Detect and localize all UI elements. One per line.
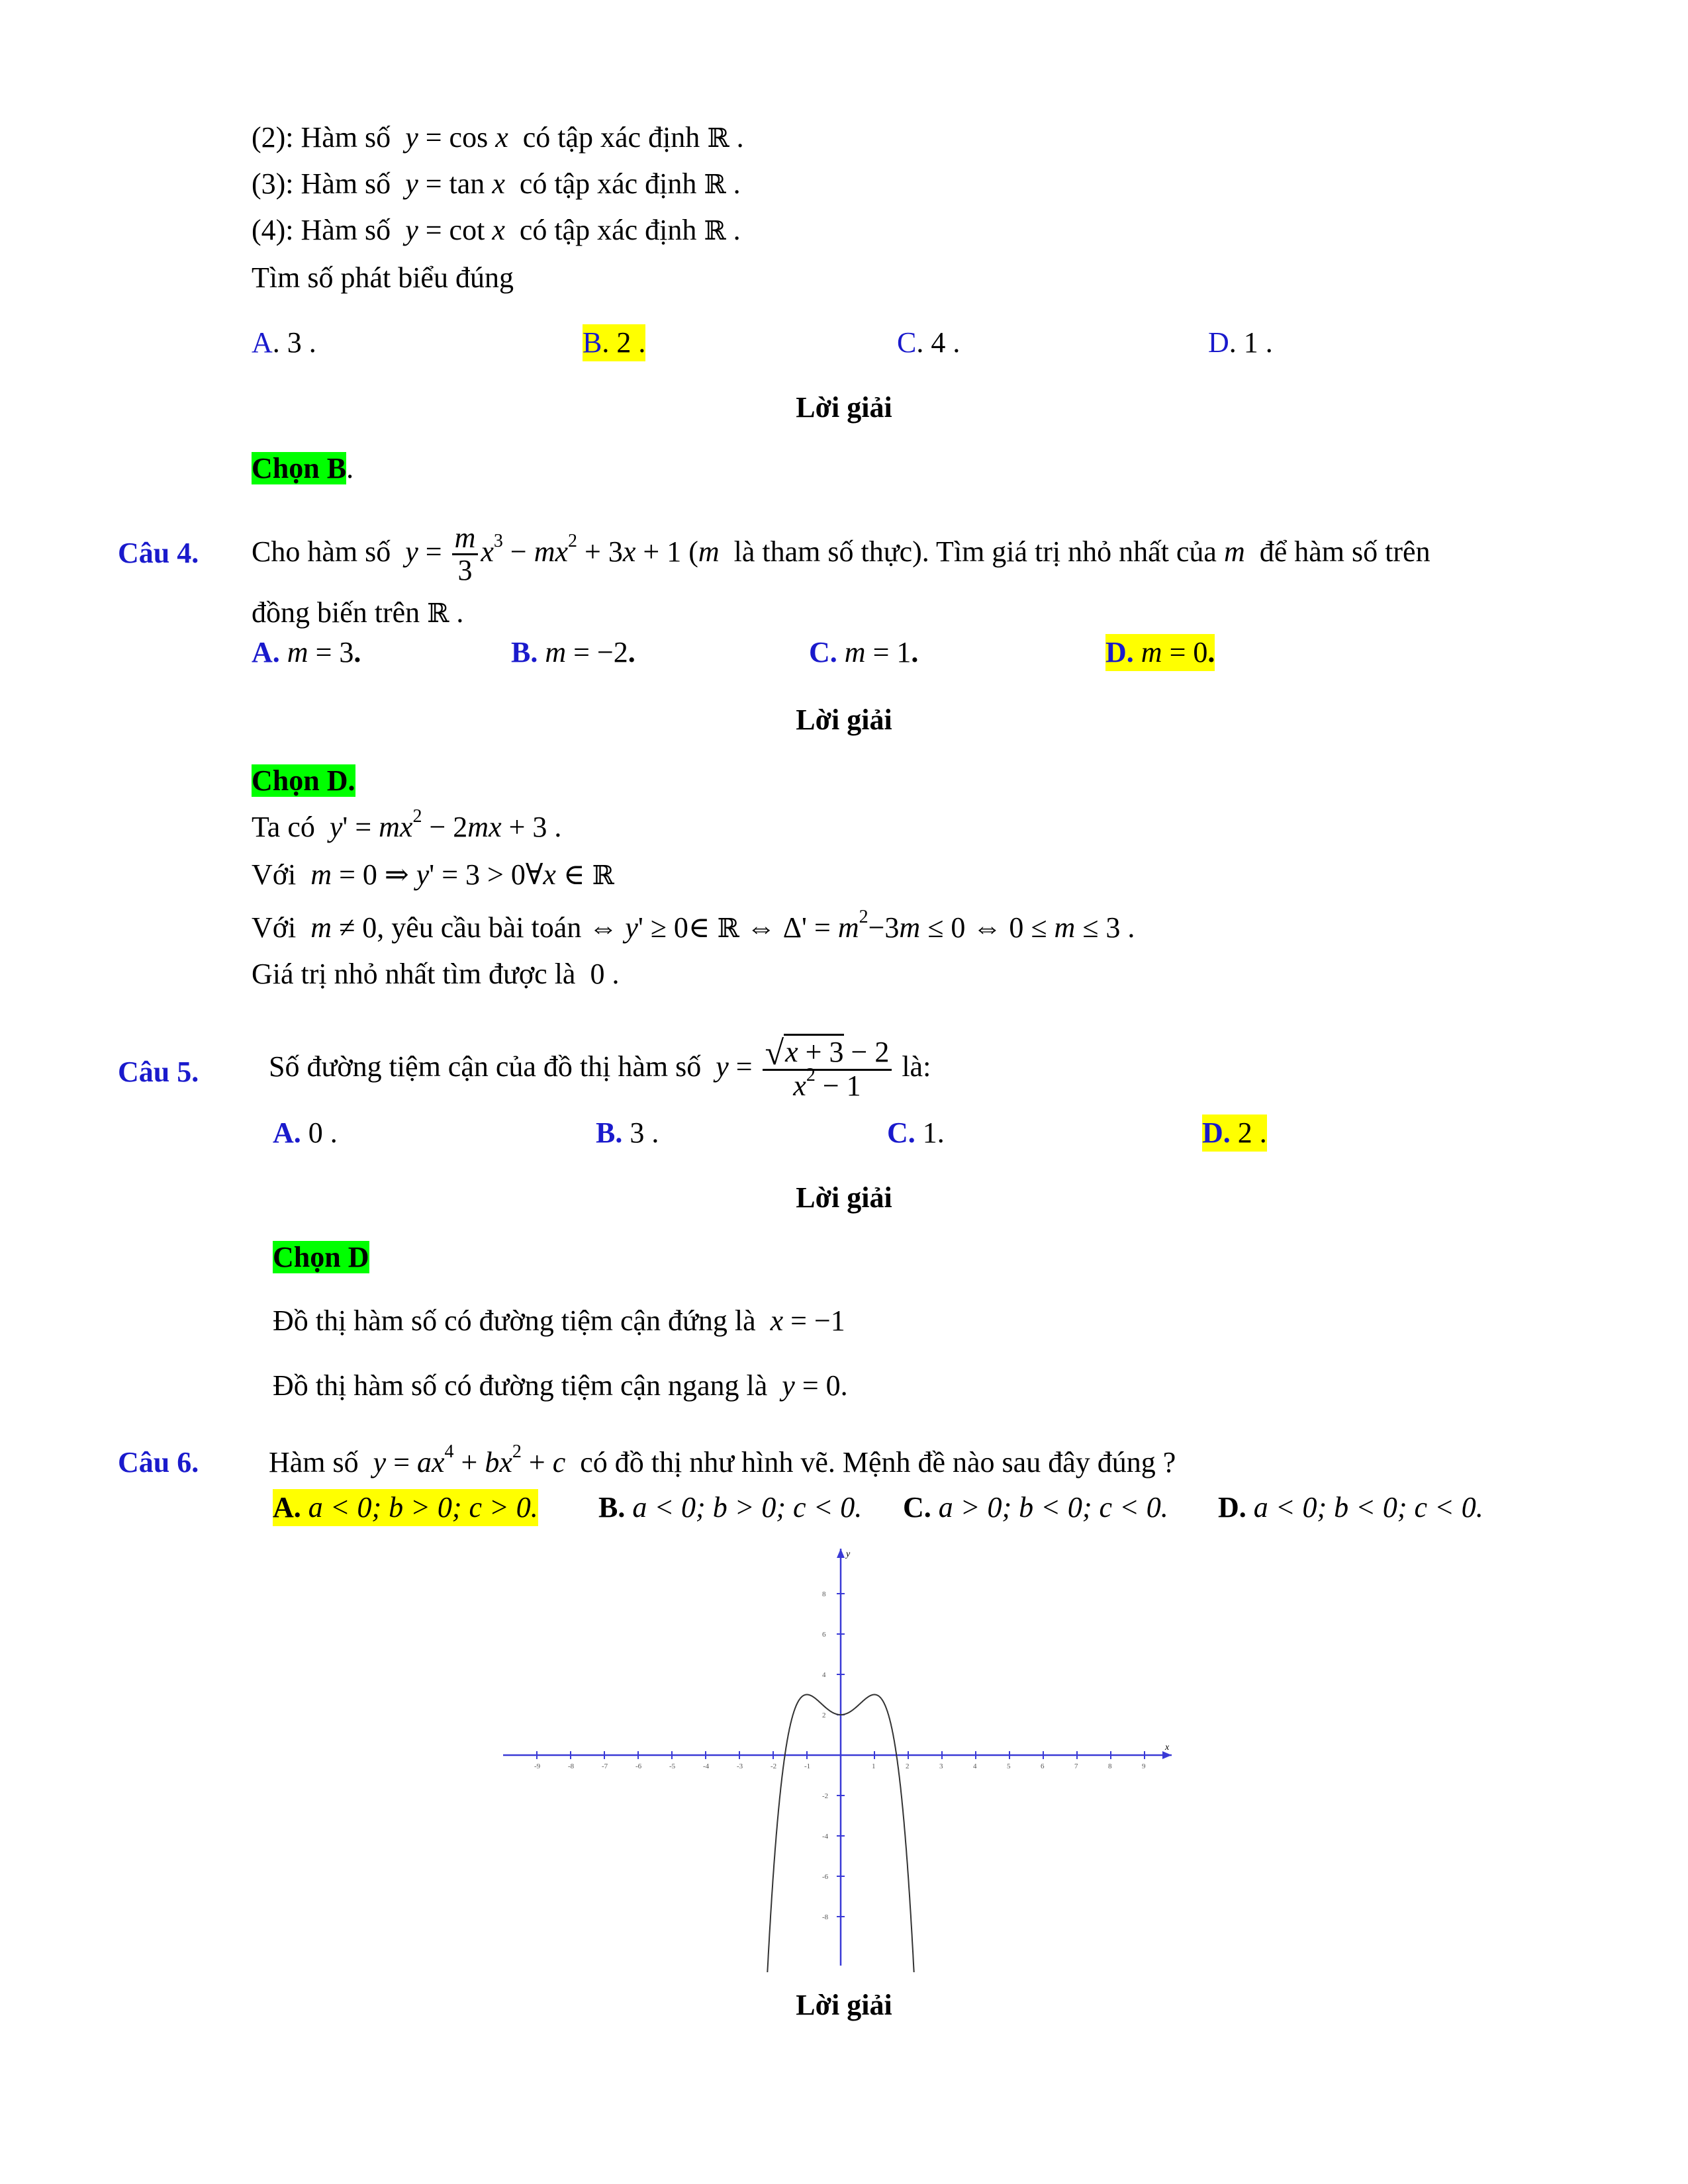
q5-option-d: D. 2 . — [1202, 1115, 1267, 1152]
y-tick-label: 4 — [822, 1671, 826, 1679]
q6-option-d: D. a < 0; b < 0; c < 0. — [1218, 1491, 1483, 1524]
x-tick-label: 2 — [906, 1762, 910, 1770]
y-axis-arrow — [837, 1549, 845, 1558]
q4-sol-1: Ta có $y' = mx^2 - 2mx + 3$ . — [252, 806, 562, 843]
y-tick-label: -2 — [822, 1792, 829, 1800]
q6-option-a: A. a < 0; b > 0; c > 0. — [273, 1489, 538, 1526]
x-tick-label: -4 — [703, 1762, 710, 1770]
x-tick-label: 7 — [1074, 1762, 1078, 1770]
q5-text: Số đường tiệm cận của đồ thị hàm số y = $\frac{√x + 3 - 2}{x^2 - 1}$ là: — [269, 1034, 931, 1103]
x-tick-label: -9 — [534, 1762, 541, 1770]
x-axis-label: x — [1165, 1743, 1170, 1752]
statement-2-label: (2): Hàm số — [252, 121, 391, 154]
q6-option-c: C. a > 0; b < 0; c < 0. — [903, 1491, 1168, 1524]
q5-label: Câu 5. — [118, 1056, 199, 1088]
x-tick-label: 1 — [872, 1762, 876, 1770]
statement-3-label: (3): Hàm số — [252, 167, 391, 200]
y-tick-label: -6 — [822, 1873, 829, 1881]
x-tick-label: -6 — [635, 1762, 642, 1770]
x-tick-label: 5 — [1007, 1762, 1011, 1770]
q3-option-b: B. 2 . — [583, 324, 645, 361]
x-tick-label: 9 — [1142, 1762, 1146, 1770]
q3-option-d: D. 1 . — [1208, 326, 1273, 359]
quartic-graph — [490, 1542, 1218, 1972]
q4-text-line2: đồng biến trên ℝ . — [252, 596, 464, 629]
q4-option-c: C. m = 1. — [809, 636, 919, 668]
q4-option-a: A. m = 3. — [252, 636, 361, 668]
q4-choice: Chọn D. — [252, 764, 355, 797]
q3-option-c: C. 4 . — [897, 326, 961, 359]
q5-option-a: A. 0 . — [273, 1116, 338, 1149]
statement-4-label: (4): Hàm số — [252, 214, 391, 246]
x-tick-label: -2 — [771, 1762, 777, 1770]
x-tick-label: -7 — [602, 1762, 608, 1770]
q5-option-b: B. 3 . — [596, 1116, 659, 1149]
q5-solution-heading: Lời giải — [796, 1181, 892, 1214]
q5-choice: Chọn D — [273, 1241, 369, 1273]
y-axis-label: y — [846, 1549, 851, 1559]
y-tick-label: 6 — [822, 1631, 826, 1639]
q3-choice: Chọn B. — [252, 452, 354, 484]
x-tick-label: -1 — [804, 1762, 811, 1770]
y-tick-label: 2 — [822, 1711, 826, 1719]
q6-text: Hàm số $y = ax^4 + bx^2 + c$ có đồ thị như hình vẽ. Mệnh đề nào sau đây đúng ? — [269, 1441, 1176, 1479]
q5-sol-1: Đồ thị hàm số có đường tiệm cận đứng là x = −1 — [273, 1304, 845, 1337]
x-tick-label: -8 — [568, 1762, 575, 1770]
q4-text: Cho hàm số y = $\frac{m}{3}$ $x^3 - mx^2 + 3x + 1$ (m là tham số thực). Tìm giá trị nhỏ nhất của m để hàm số trên — [252, 522, 1430, 587]
statement-2: (2): Hàm số y = cos x có tập xác định ℝ . — [252, 121, 744, 154]
q4-sol-3: Với m ≠ 0, yêu cầu bài toán ⇔ y' ≥ 0∈ ℝ ⇔ $\Delta' = m^2-3m \le 0$ ⇔ 0 ≤ m ≤ 3 . — [252, 907, 1135, 944]
x-tick-label: 3 — [939, 1762, 943, 1770]
q4-sol-4: Giá trị nhỏ nhất tìm được là 0 . — [252, 958, 620, 990]
q6-label: Câu 6. — [118, 1446, 199, 1479]
statement-4: (4): Hàm số y = cot x có tập xác định ℝ . — [252, 214, 741, 246]
q5-option-c: C. 1. — [887, 1116, 945, 1149]
y-tick-label: -4 — [822, 1833, 829, 1841]
q4-sol-2: Với m = 0 ⇒ y' = 3 > 0∀x ∈ ℝ — [252, 858, 614, 891]
q6-solution-heading: Lời giải — [796, 1989, 892, 2021]
statement-3: (3): Hàm số y = tan x có tập xác định ℝ . — [252, 167, 741, 200]
x-tick-label: 8 — [1108, 1762, 1112, 1770]
q3-solution-heading: Lời giải — [796, 391, 892, 424]
q4-option-d: D. m = 0. — [1105, 634, 1215, 671]
q4-option-b: B. m = −2. — [511, 636, 635, 668]
q4-label: Câu 4. — [118, 537, 199, 569]
q4-solution-heading: Lời giải — [796, 704, 892, 736]
x-tick-label: -3 — [737, 1762, 743, 1770]
x-tick-label: 4 — [973, 1762, 977, 1770]
x-tick-label: -5 — [669, 1762, 676, 1770]
q5-sol-2: Đồ thị hàm số có đường tiệm cận ngang là y = 0. — [273, 1369, 848, 1402]
x-tick-label: 6 — [1041, 1762, 1045, 1770]
y-tick-label: -8 — [822, 1913, 829, 1921]
y-tick-label: 8 — [822, 1590, 826, 1598]
find-prompt: Tìm số phát biểu đúng — [252, 261, 514, 294]
q3-option-a: A. 3 . — [252, 326, 316, 359]
q6-option-b: B. a < 0; b > 0; c < 0. — [598, 1491, 863, 1524]
